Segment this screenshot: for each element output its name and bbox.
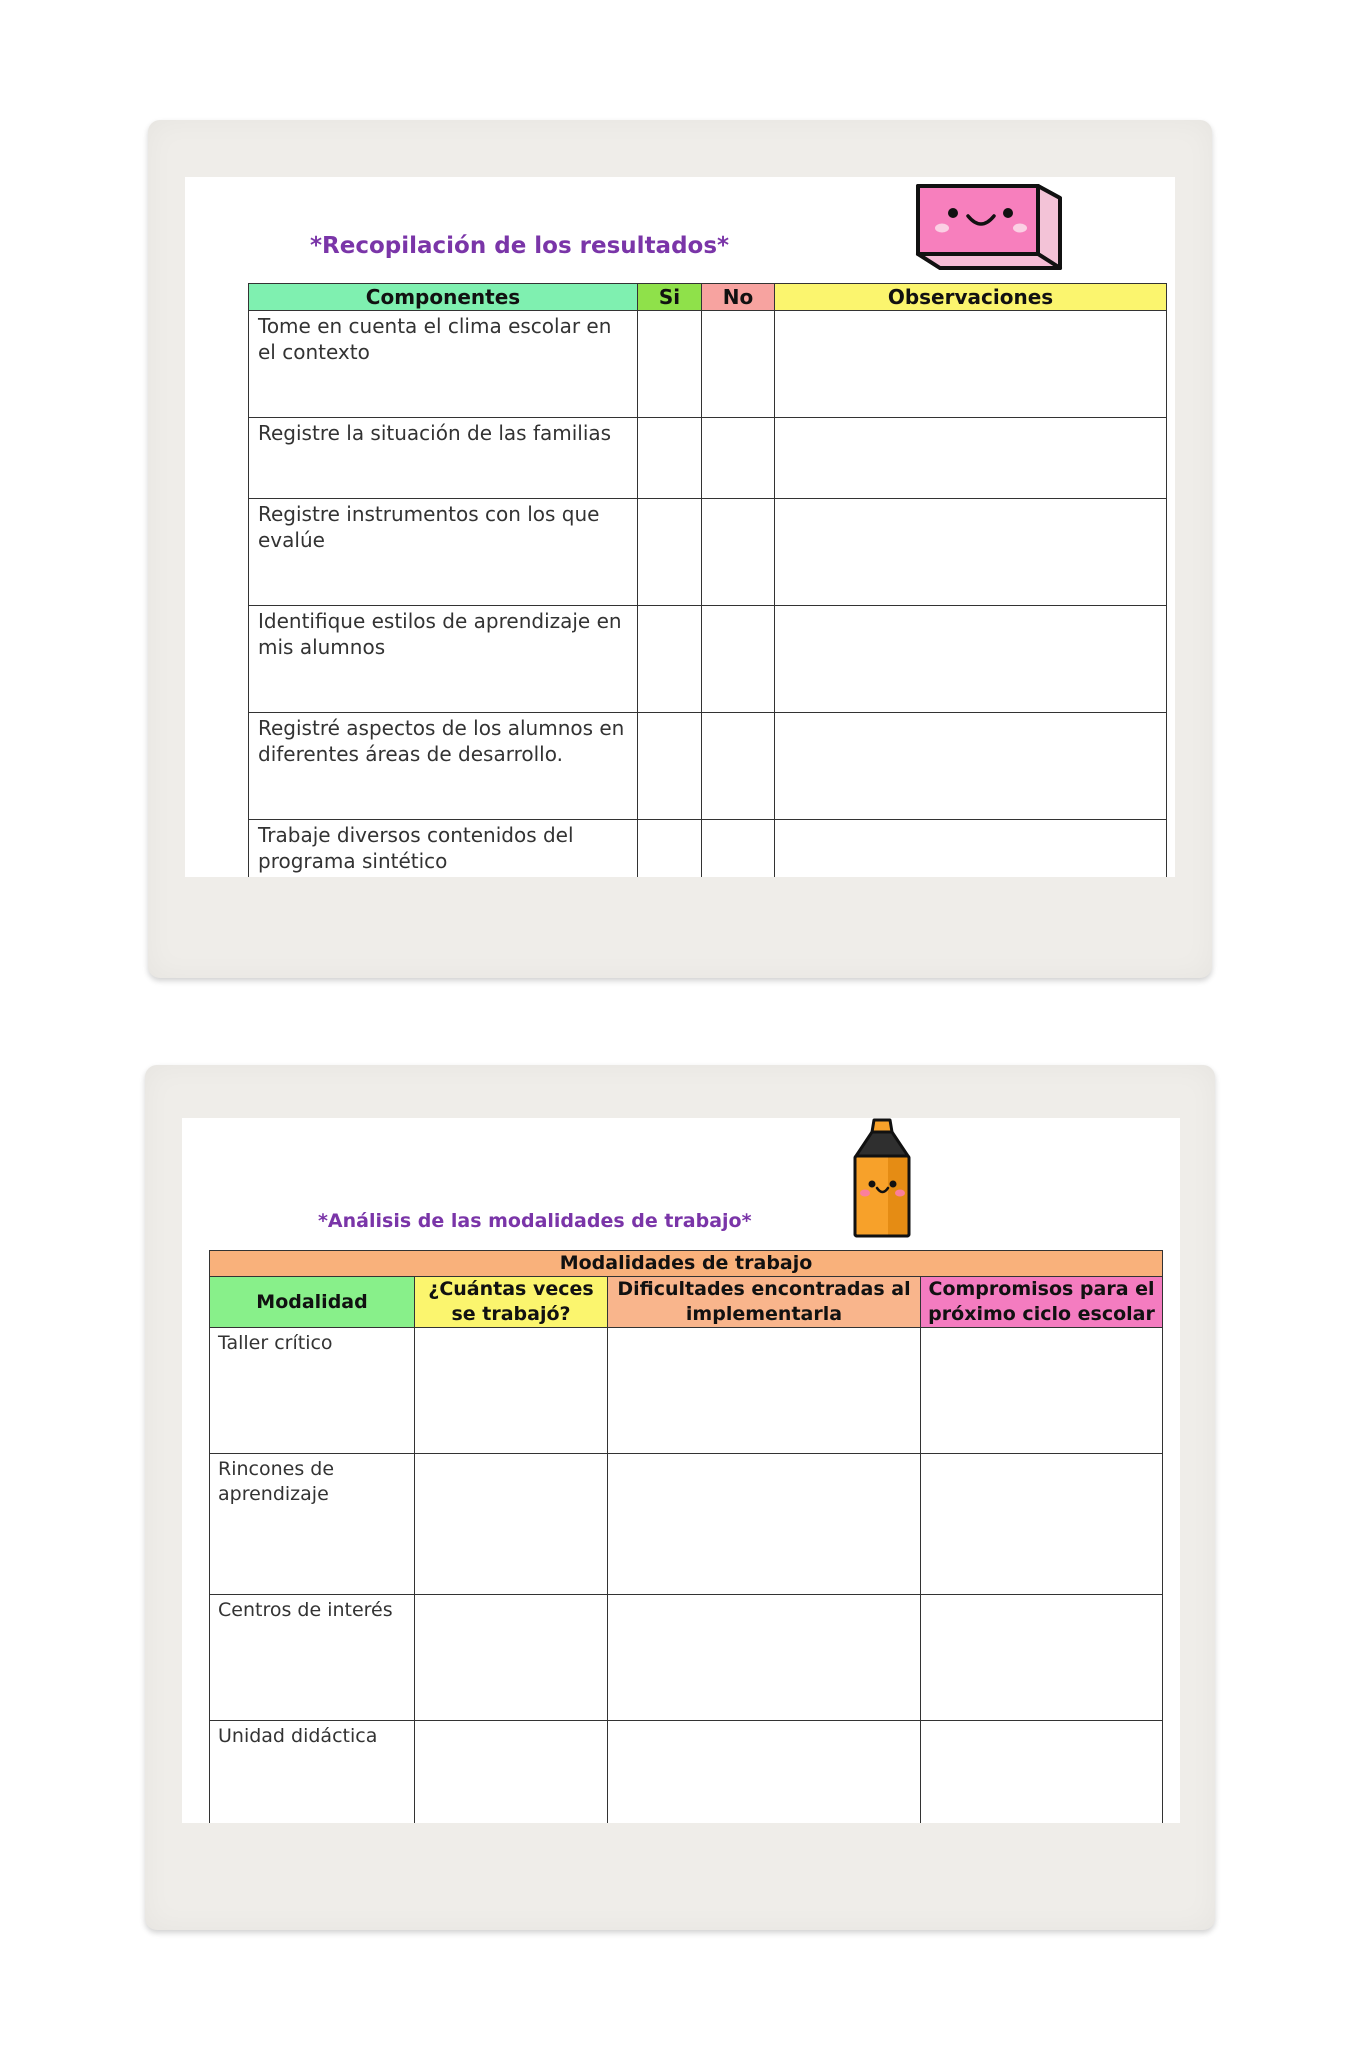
times-cell[interactable] [415,1595,608,1721]
modality-cell: Rincones de aprendizaje [210,1454,415,1595]
highlighter-icon [850,1118,920,1240]
commitments-cell[interactable] [921,1595,1163,1721]
components-header: Componentes [249,284,638,311]
observations-header: Observaciones [775,284,1167,311]
difficulties-cell[interactable] [608,1721,921,1824]
component-cell: Identifique estilos de aprendizaje en mis alumnos [249,606,638,713]
yes-cell[interactable] [638,418,702,499]
table-row [210,1328,1163,1454]
table-row [249,418,1167,499]
difficulties-cell[interactable] [608,1454,921,1595]
yes-cell[interactable] [638,606,702,713]
observations-cell[interactable] [775,499,1167,606]
no-cell[interactable] [702,499,775,606]
observations-cell[interactable] [775,606,1167,713]
times-cell[interactable] [415,1721,608,1824]
commitments-cell[interactable] [921,1454,1163,1595]
table-row [249,713,1167,820]
results-table [248,283,1167,877]
table-row [249,311,1167,418]
no-cell[interactable] [702,606,775,713]
modality-cell: Centros de interés [210,1595,415,1721]
observations-cell[interactable] [775,311,1167,418]
modalities-superheader: Modalidades de trabajo [210,1251,1163,1277]
component-cell: Trabaje diversos contenidos del programa sintético [249,820,638,878]
observations-cell[interactable] [775,713,1167,820]
modalities-table [209,1250,1163,1823]
component-cell: Registré aspectos de los alumnos en diferentes áreas de desarrollo. [249,713,638,820]
table-row [210,1595,1163,1721]
component-cell: Tome en cuenta el clima escolar en el contexto [249,311,638,418]
times-header: ¿Cuántas veces se trabajó? [415,1277,608,1328]
yes-header: Si [638,284,702,311]
commitments-header: Compromisos para el próximo ciclo escolar [921,1277,1163,1328]
modalities-superheader-row [210,1251,1163,1277]
component-cell: Registre la situación de las familias [249,418,638,499]
table-row [249,499,1167,606]
modality-cell: Taller crítico [210,1328,415,1454]
commitments-cell[interactable] [921,1721,1163,1824]
yes-cell[interactable] [638,499,702,606]
no-cell[interactable] [702,418,775,499]
modalities-header-row [210,1277,1163,1328]
modalities-sheet [182,1118,1180,1823]
component-cell: Registre instrumentos con los que evalúe [249,499,638,606]
modality-cell: Unidad didáctica [210,1721,415,1824]
results-header-row [249,284,1167,311]
yes-cell[interactable] [638,311,702,418]
difficulties-cell[interactable] [608,1328,921,1454]
observations-cell[interactable] [775,418,1167,499]
difficulties-cell[interactable] [608,1595,921,1721]
no-header: No [702,284,775,311]
commitments-cell[interactable] [921,1328,1163,1454]
eraser-icon [910,182,1070,272]
table-row [210,1454,1163,1595]
table-row [249,820,1167,878]
yes-cell[interactable] [638,713,702,820]
modality-header: Modalidad [210,1277,415,1328]
times-cell[interactable] [415,1454,608,1595]
yes-cell[interactable] [638,820,702,878]
table-row [210,1721,1163,1824]
observations-cell[interactable] [775,820,1167,878]
no-cell[interactable] [702,311,775,418]
no-cell[interactable] [702,713,775,820]
difficulties-header: Dificultades encontradas al implementarla [608,1277,921,1328]
table-row [249,606,1167,713]
times-cell[interactable] [415,1328,608,1454]
results-title: *Recopilación de los resultados* [310,233,730,259]
modalities-title: *Análisis de las modalidades de trabajo* [318,1210,752,1232]
results-sheet [185,177,1175,877]
no-cell[interactable] [702,820,775,878]
